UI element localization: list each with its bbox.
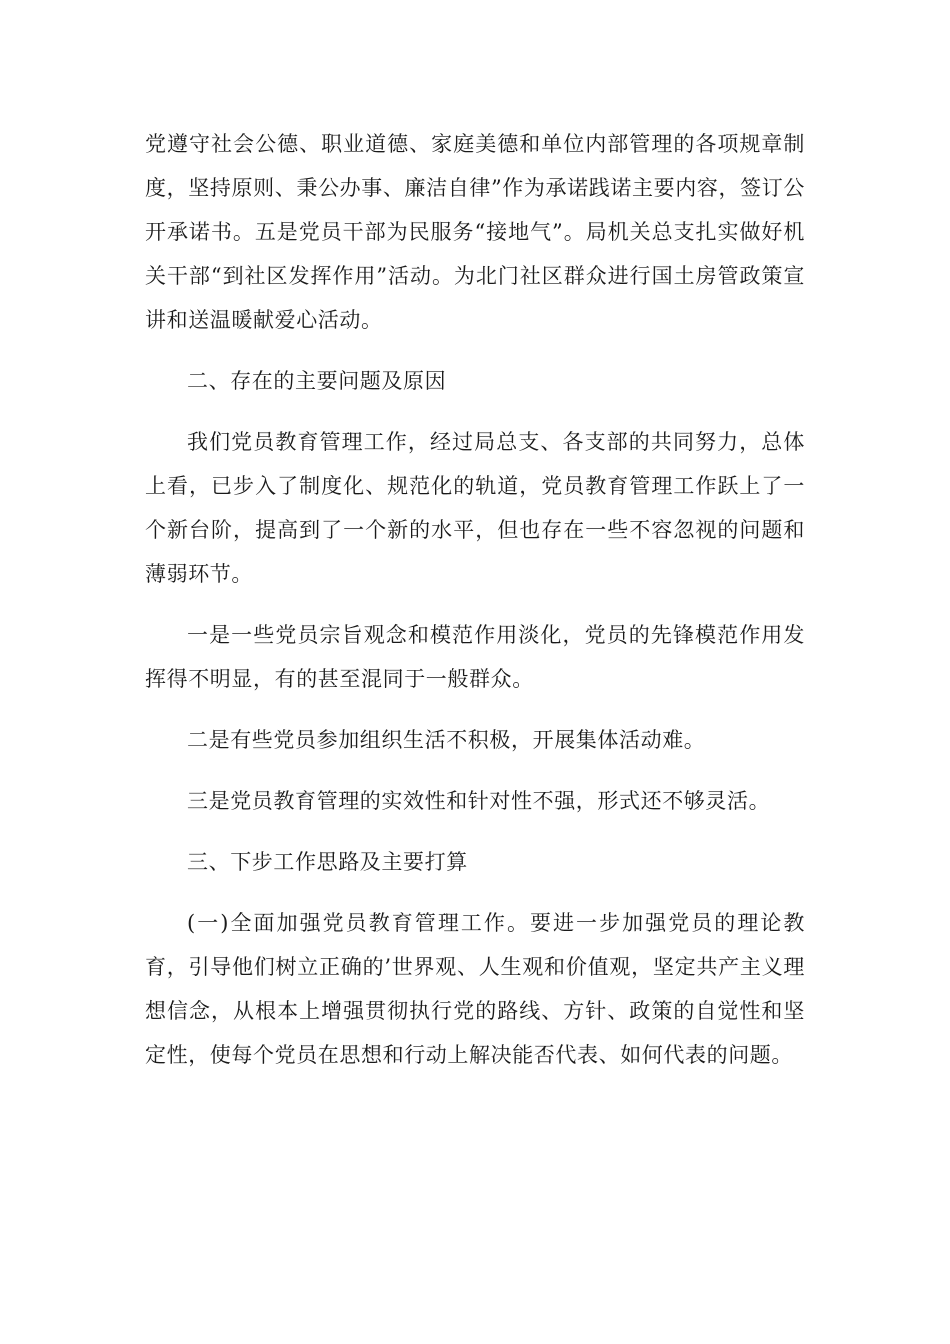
- paragraph-problem-one: 一是一些党员宗旨观念和模范作用淡化，党员的先锋模范作用发挥得不明显，有的甚至混同于一般群众。: [145, 623, 805, 691]
- section-heading-plans: 三、下步工作思路及主要打算: [187, 850, 468, 874]
- document-body: [145, 122, 805, 1094]
- paragraph-overview: 我们党员教育管理工作，经过局总支、各支部的共同努力，总体上看，已步入了制度化、规范化的轨道，党员教育管理工作跃上了一个新台阶，提高到了一个新的水平，但也存在一些不容忽视的问题和薄弱环节。: [145, 430, 805, 586]
- paragraph-problem-three: 三是党员教育管理的实效性和针对性不强，形式还不够灵活。: [187, 789, 771, 813]
- paragraph-problem-two: 二是有些党员参加组织生活不积极，开展集体活动难。: [187, 728, 706, 752]
- section-heading-problems: 二、存在的主要问题及原因: [187, 369, 447, 393]
- paragraph-plan-one: (一)全面加强党员教育管理工作。要进一步加强党员的理论教育，引导他们树立正确的’世界观、人生观和价值观，坚定共产主义理想信念，从根本上增强贯彻执行党的路线、方针、政策的自觉性和坚定性，使每个党员在思想和行动上解决能否代表、如何代表的问题。: [145, 911, 805, 1067]
- paragraph-continuation: 党遵守社会公德、职业道德、家庭美德和单位内部管理的各项规章制度，坚持原则、秉公办事、廉洁自律”作为承诺践诺主要内容，签订公开承诺书。五是党员干部为民服务“接地气”。局机关总支扎实做好机关干部“到社区发挥作用”活动。为北门社区群众进行国土房管政策宣讲和送温暖献爱心活动。: [145, 132, 805, 332]
